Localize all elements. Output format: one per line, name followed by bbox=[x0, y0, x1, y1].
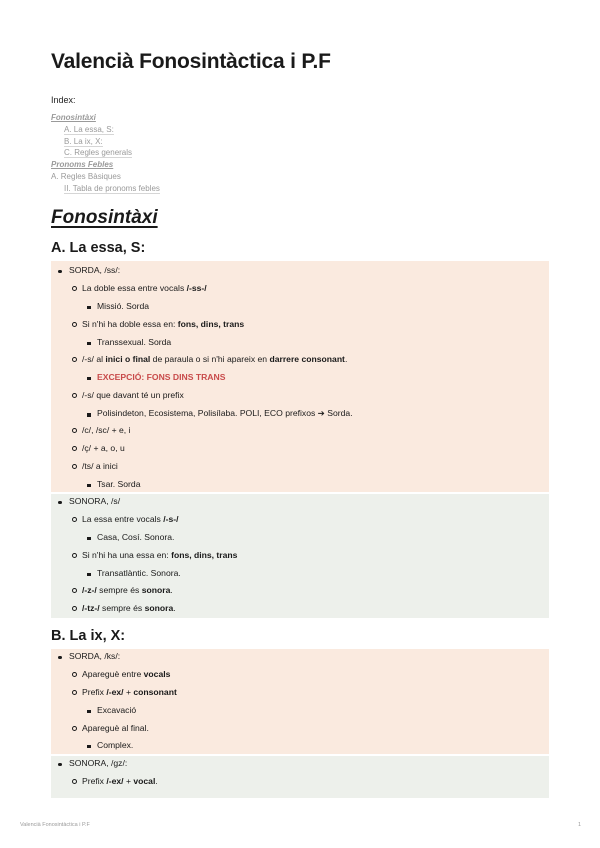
list-item: Prefix /-ex/ + vocal. bbox=[69, 776, 158, 786]
index-label: Index: bbox=[51, 95, 76, 105]
bullet-icon bbox=[87, 573, 91, 577]
toc-link-regles-generals[interactable]: C. Regles generals bbox=[64, 148, 133, 158]
toc-link-regles-basiques[interactable]: A. Regles Bàsiques bbox=[51, 171, 121, 181]
toc-link-la-essa[interactable]: A. La essa, S: bbox=[64, 124, 114, 134]
bullet-icon bbox=[72, 286, 77, 291]
bullet-icon bbox=[58, 763, 62, 767]
list-item: Prefix /-ex/ + consonant bbox=[69, 687, 177, 697]
callout-x-sorda bbox=[51, 649, 549, 754]
list-item: Apareguè entre vocals bbox=[69, 669, 170, 679]
toc-link-pronoms-febles[interactable]: Pronoms Febles bbox=[51, 160, 114, 170]
bullet-icon bbox=[87, 413, 91, 417]
bullet-icon bbox=[87, 484, 91, 488]
bullet-icon bbox=[72, 672, 77, 677]
bullet-icon bbox=[72, 464, 77, 469]
list-item: SONORA, /gz/: bbox=[55, 758, 127, 768]
list-item: La doble essa entre vocals /-ss-/ bbox=[69, 283, 207, 293]
toc-link-fonosintaxi[interactable]: Fonosintàxi bbox=[51, 113, 96, 122]
page-number: 1 bbox=[578, 822, 582, 828]
callout-s-sonora bbox=[51, 494, 549, 618]
bullet-icon bbox=[72, 606, 77, 611]
bullet-icon bbox=[58, 656, 62, 660]
list-item: /ç/ + a, o, u bbox=[69, 443, 125, 453]
list-item: Missió. Sorda bbox=[84, 301, 149, 311]
bullet-icon bbox=[72, 690, 77, 695]
bullet-icon bbox=[72, 726, 77, 731]
list-item: SONORA, /s/ bbox=[55, 496, 120, 506]
bullet-icon bbox=[72, 553, 77, 558]
bullet-icon bbox=[72, 428, 77, 433]
bullet-icon bbox=[87, 342, 91, 346]
list-item: SORDA, /ks/: bbox=[55, 651, 120, 661]
bullet-icon bbox=[87, 306, 91, 310]
bullet-icon bbox=[87, 710, 91, 714]
page-title: Valencià Fonosintàctica i P.F bbox=[51, 50, 331, 73]
bullet-icon bbox=[87, 537, 91, 541]
bullet-icon bbox=[72, 446, 77, 451]
table-of-contents bbox=[51, 112, 160, 195]
exception-text: EXCEPCIÓ: FONS DINS TRANS bbox=[97, 372, 226, 382]
subheading-la-ix: B. La ix, X: bbox=[51, 628, 126, 644]
list-item: Transsexual. Sorda bbox=[84, 337, 171, 347]
list-item: SORDA, /ss/: bbox=[55, 265, 120, 275]
list-item: Si n'hi ha una essa en: fons, dins, trans bbox=[69, 550, 237, 560]
list-item: /c/, /sc/ + e, i bbox=[69, 425, 130, 435]
bullet-icon bbox=[58, 501, 62, 505]
list-item: /-s/ que davant té un prefix bbox=[69, 390, 184, 400]
subheading-la-essa: A. La essa, S: bbox=[51, 240, 146, 256]
list-item: Excavació bbox=[84, 705, 136, 715]
bullet-icon bbox=[72, 517, 77, 522]
list-item: Si n'hi ha doble essa en: fons, dins, trans bbox=[69, 319, 244, 329]
footer-title: Valencià Fonosintàctica i P.F bbox=[20, 822, 90, 828]
list-item: Tsar. Sorda bbox=[84, 479, 140, 489]
list-item: /-z-/ sempre és sonora. bbox=[69, 585, 173, 595]
bullet-icon bbox=[72, 588, 77, 593]
callout-x-sonora bbox=[51, 756, 549, 798]
list-item bbox=[84, 372, 225, 382]
toc-link-la-ix[interactable]: B. La ix, X: bbox=[64, 136, 103, 146]
callout-s-sorda bbox=[51, 261, 549, 492]
bullet-icon bbox=[58, 270, 62, 274]
list-item: Transatlàntic. Sonora. bbox=[84, 568, 181, 578]
bullet-icon bbox=[72, 357, 77, 362]
list-item: /ts/ a inici bbox=[69, 461, 118, 471]
list-item: La essa entre vocals /-s-/ bbox=[69, 514, 179, 524]
bullet-icon bbox=[72, 779, 77, 784]
bullet-icon bbox=[87, 745, 91, 749]
list-item: Polisindeton, Ecosistema, Polisílaba. POLI, ECO prefixos ➔ Sorda. bbox=[84, 408, 353, 419]
section-title: Fonosintàxi bbox=[51, 207, 158, 228]
list-item: Casa, Cosí. Sonora. bbox=[84, 532, 174, 542]
bullet-icon bbox=[87, 377, 91, 381]
bullet-icon bbox=[72, 393, 77, 398]
list-item: /-tz-/ sempre és sonora. bbox=[69, 603, 176, 613]
toc-link-tabla-pronoms[interactable]: II. Tabla de pronoms febles bbox=[64, 183, 160, 193]
list-item: Complex. bbox=[84, 740, 133, 750]
bullet-icon bbox=[72, 322, 77, 327]
list-item: /-s/ al inici o final de paraula o si n'hi apareix en darrere consonant. bbox=[69, 354, 347, 364]
list-item: Apareguè al final. bbox=[69, 723, 149, 733]
